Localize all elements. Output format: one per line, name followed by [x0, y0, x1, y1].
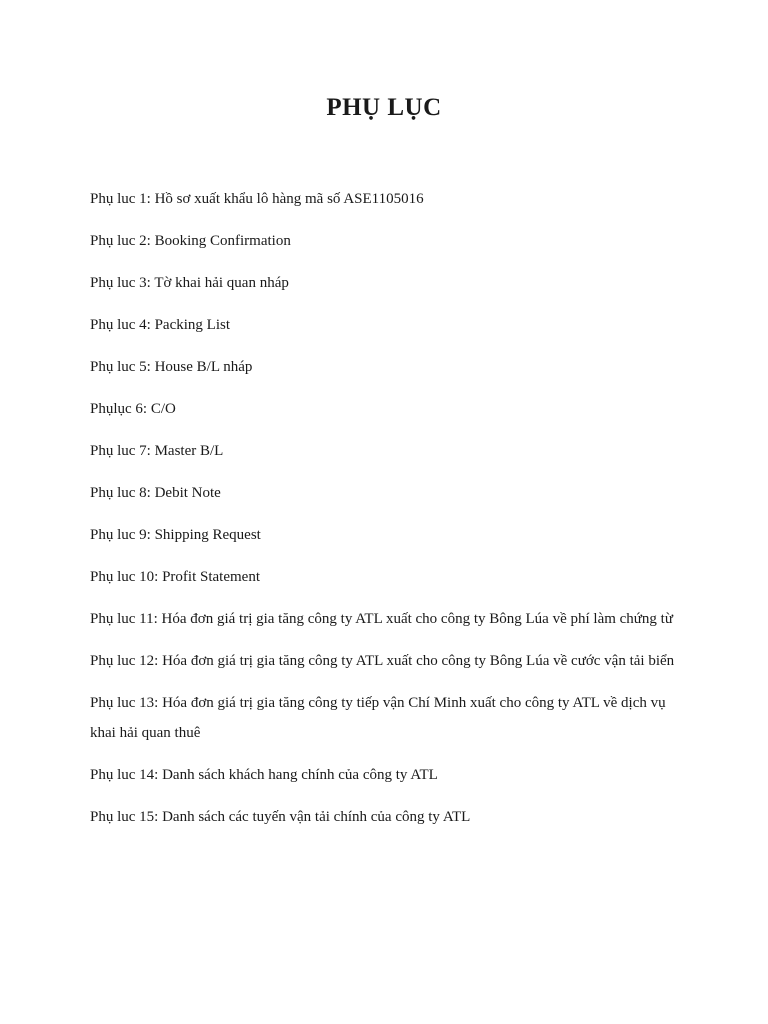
- appendix-item-4: Phụ luc 4: Packing List: [90, 317, 230, 333]
- appendix-list: [90, 184, 680, 844]
- appendix-item-8: Phụ luc 8: Debit Note: [90, 485, 221, 501]
- appendix-item-14: Phụ luc 14: Danh sách khách hang chính của công ty ATL: [90, 767, 438, 783]
- appendix-item-6: Phụlục 6: C/O: [90, 401, 176, 417]
- appendix-item-11: Phụ luc 11: Hóa đơn giá trị gia tăng công ty ATL xuất cho công ty Bông Lúa về phí làm chứng từ: [90, 611, 673, 627]
- appendix-item-9: Phụ luc 9: Shipping Request: [90, 527, 261, 543]
- appendix-item-13: Phụ luc 13: Hóa đơn giá trị gia tăng công ty tiếp vận Chí Minh xuất cho công ty ATL về dịch vụ khai hải quan thuê: [90, 695, 666, 741]
- appendix-item-1: Phụ luc 1: Hồ sơ xuất khẩu lô hàng mã số ASE1105016: [90, 191, 424, 207]
- appendix-item-7: Phụ luc 7: Master B/L: [90, 443, 224, 459]
- appendix-item-5: Phụ luc 5: House B/L nháp: [90, 359, 253, 375]
- appendix-item-2: Phụ luc 2: Booking Confirmation: [90, 233, 291, 249]
- appendix-item-12: Phụ luc 12: Hóa đơn giá trị gia tăng công ty ATL xuất cho công ty Bông Lúa về cước vận tải biển: [90, 653, 675, 669]
- appendix-item-10: Phụ luc 10: Profit Statement: [90, 569, 260, 585]
- appendix-item-15: Phụ luc 15: Danh sách các tuyến vận tải chính của công ty ATL: [90, 809, 471, 825]
- appendix-item-3: Phụ luc 3: Tờ khai hải quan nháp: [90, 275, 289, 291]
- page-title: PHỤ LỤC: [326, 94, 442, 121]
